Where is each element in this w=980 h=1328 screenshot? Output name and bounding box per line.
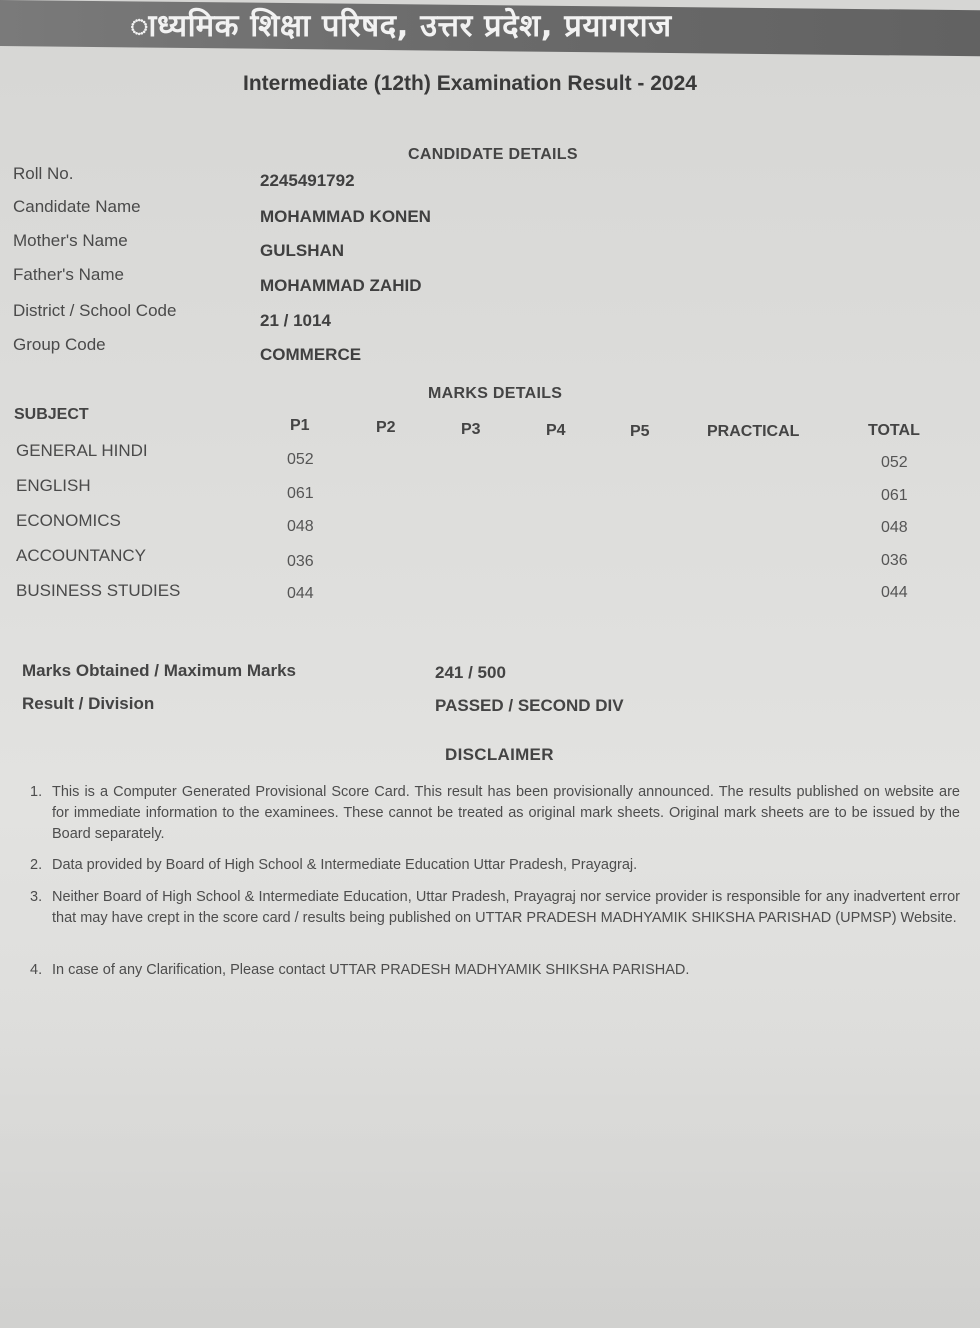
disclaimer-text: Neither Board of High School & Intermediate Education, Uttar Pradesh, Prayagraj nor service provider is responsible for any inadvertent error that may have crept in the score card / results being published on UTTAR PRADESH MADHYAMIK SHIKSHA PARISHAD (UPMSP) Website. xyxy=(52,889,960,926)
page-title: Intermediate (12th) Examination Result - 2024 xyxy=(243,72,697,95)
column-header-p5: P5 xyxy=(630,423,650,440)
marks-obtained-label: Marks Obtained / Maximum Marks xyxy=(22,661,296,680)
column-header-p4: P4 xyxy=(546,422,566,439)
total-mark: 036 xyxy=(881,552,908,569)
total-mark: 044 xyxy=(881,584,908,601)
total-mark: 052 xyxy=(881,454,908,471)
disclaimer-text: In case of any Clarification, Please contact UTTAR PRADESH MADHYAMIK SHIKSHA PARISHAD. xyxy=(52,962,690,978)
district-school-code-value: 21 / 1014 xyxy=(260,311,331,330)
district-school-code-label: District / School Code xyxy=(13,301,177,320)
marks-details-heading: MARKS DETAILS xyxy=(428,385,563,402)
fathers-name-value: MOHAMMAD ZAHID xyxy=(260,276,422,295)
p1-mark: 036 xyxy=(287,553,314,570)
fathers-name-label: Father's Name xyxy=(13,265,124,284)
p1-mark: 061 xyxy=(287,485,314,502)
disclaimer-number: 3. xyxy=(30,889,43,905)
subject-name: ACCOUNTANCY xyxy=(16,546,147,565)
disclaimer-item xyxy=(30,960,960,981)
subject-name: ENGLISH xyxy=(16,476,91,495)
mothers-name-value: GULSHAN xyxy=(260,241,345,260)
group-code-value: COMMERCE xyxy=(260,345,362,364)
disclaimer-item xyxy=(30,855,960,876)
candidate-details-heading: CANDIDATE DETAILS xyxy=(408,146,578,163)
subject-name: GENERAL HINDI xyxy=(16,441,148,460)
disclaimer-heading: DISCLAIMER xyxy=(445,745,554,764)
column-header-total: TOTAL xyxy=(868,422,920,439)
subject-name: ECONOMICS xyxy=(16,511,121,530)
total-mark: 061 xyxy=(881,487,908,504)
disclaimer-item xyxy=(30,782,960,845)
roll-no-value: 2245491792 xyxy=(260,171,355,190)
disclaimer-number: 2. xyxy=(30,857,43,873)
column-header-practical: PRACTICAL xyxy=(707,423,800,440)
board-name-hindi: ाध्यमिक शिक्षा परिषद, उत्तर प्रदेश, प्रयागराज xyxy=(130,8,672,44)
disclaimer-number: 1. xyxy=(30,784,43,800)
column-header-p1: P1 xyxy=(290,417,310,434)
result-division-label: Result / Division xyxy=(22,694,155,713)
group-code-label: Group Code xyxy=(13,335,106,354)
p1-mark: 048 xyxy=(287,518,314,535)
candidate-name-label: Candidate Name xyxy=(13,197,141,216)
disclaimer-text: This is a Computer Generated Provisional Score Card. This result has been provisionally announced. The results published on website are for immediate information to the examinees. These cannot be treated as original mark sheets. Original mark sheets are to be issued by the Board separately. xyxy=(52,784,960,842)
total-mark: 048 xyxy=(881,519,908,536)
p1-mark: 044 xyxy=(287,585,314,602)
disclaimer-number: 4. xyxy=(30,962,43,978)
mothers-name-label: Mother's Name xyxy=(13,231,128,250)
disclaimer-item xyxy=(30,887,960,929)
page-shadow xyxy=(0,1000,980,1328)
result-division-value: PASSED / SECOND DIV xyxy=(435,696,624,715)
roll-no-label: Roll No. xyxy=(13,164,74,183)
column-header-p2: P2 xyxy=(376,419,396,436)
subject-name: BUSINESS STUDIES xyxy=(16,581,181,600)
disclaimer-text: Data provided by Board of High School & Intermediate Education Uttar Pradesh, Prayagraj. xyxy=(52,857,638,873)
candidate-name-value: MOHAMMAD KONEN xyxy=(260,207,431,226)
marks-obtained-value: 241 / 500 xyxy=(435,663,506,682)
column-header-p3: P3 xyxy=(461,421,481,438)
p1-mark: 052 xyxy=(287,451,314,468)
column-header-subject: SUBJECT xyxy=(14,406,89,423)
